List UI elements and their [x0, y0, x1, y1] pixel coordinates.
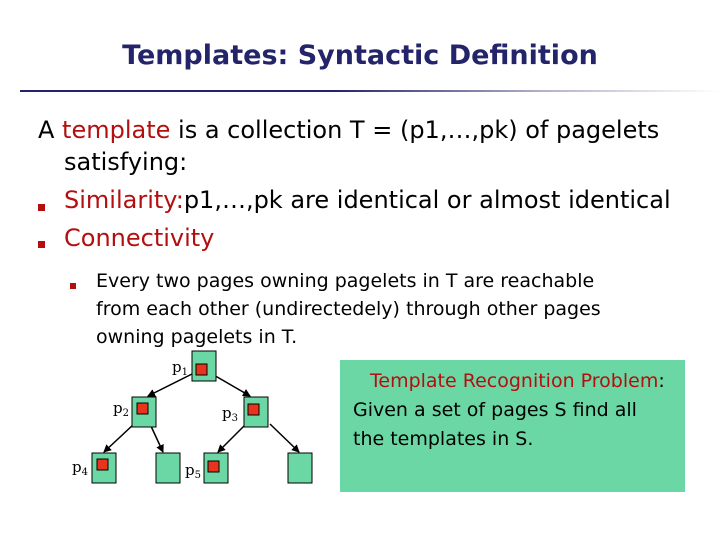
- intro-rest: is a collection T = (p1,…,pk) of pagelets: [170, 116, 660, 144]
- label-p4: $p_4$: [72, 458, 88, 478]
- pagelet-marker: [137, 403, 148, 414]
- intro-line-2: satisfying:: [64, 148, 188, 176]
- edge-p1-p3: [212, 374, 250, 396]
- edge-p3-right: [270, 424, 299, 452]
- sub-bullet-line-1: Every two pages owning pagelets in T are reachable: [96, 270, 595, 292]
- node-p5: [156, 453, 180, 483]
- callout-line-2: Given a set of pages S find all: [353, 399, 637, 421]
- node-p2: [132, 397, 156, 427]
- callout-line-3: the templates in S.: [353, 428, 534, 450]
- bullet-keyword: Connectivity: [64, 224, 215, 252]
- node-p5-pagelet: [204, 453, 228, 483]
- bullet-keyword: Similarity:: [64, 186, 184, 214]
- callout-heading: Template Recognition Problem: [370, 370, 659, 392]
- intro-prefix: A: [38, 116, 63, 144]
- node-p4: [92, 453, 116, 483]
- node-p1: [192, 351, 216, 381]
- intro-keyword: template: [62, 116, 171, 144]
- pagelet-marker: [208, 461, 219, 472]
- pagelet-marker: [196, 364, 207, 375]
- label-p1: $p_1$: [172, 358, 188, 378]
- label-p5: $p_5$: [185, 461, 201, 481]
- edge-p2-p5: [150, 424, 163, 452]
- slide-title: Templates: Syntactic Definition: [122, 40, 598, 71]
- callout-colon: :: [658, 370, 665, 392]
- label-p3: $p_3$: [222, 404, 238, 424]
- sub-bullet-line-2: from each other (undirectedely) through other pages: [96, 298, 601, 320]
- node-unlabeled: [288, 453, 312, 483]
- sub-bullet-line-3: owning pagelets in T.: [96, 326, 298, 348]
- node-p3: [244, 397, 268, 427]
- pagelet-marker: [248, 404, 259, 415]
- bullet-text: p1,…,pk are identical or almost identical: [183, 186, 671, 214]
- edge-p2-p4: [104, 424, 134, 452]
- pagelet-marker: [97, 459, 108, 470]
- edge-p3-p5: [218, 424, 246, 452]
- label-p2: $p_2$: [113, 399, 129, 419]
